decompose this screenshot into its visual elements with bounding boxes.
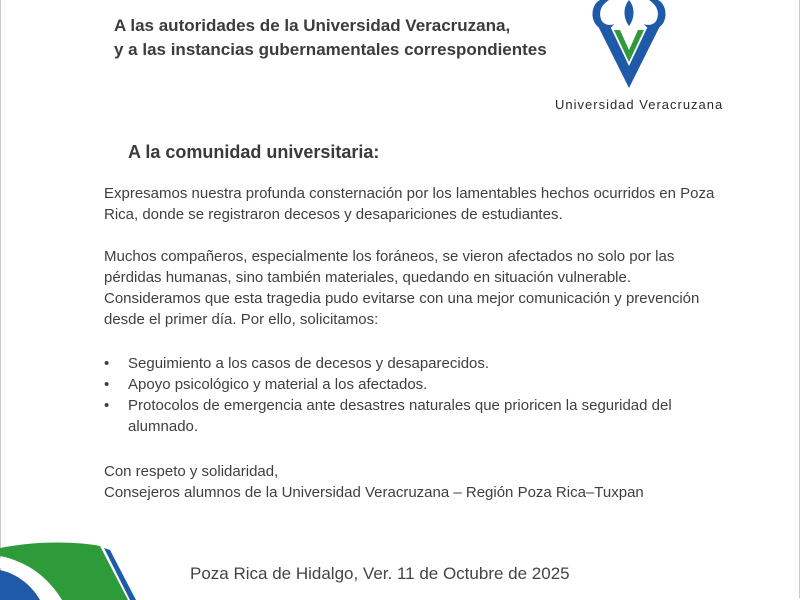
paragraph-condolence: Expresamos nuestra profunda consternación por los lamentables hechos ocurridos en Poza Rica, donde se registraron decesos y desapariciones de estudiantes.	[104, 185, 715, 223]
salutation: A la comunidad universitaria:	[128, 142, 380, 162]
recipients-heading	[114, 14, 547, 62]
recipients-line-2: y a las instancias gubernamentales correspondientes	[114, 40, 547, 59]
recipients-line-1: A las autoridades de la Universidad Veracruzana,	[114, 16, 511, 35]
requests-list	[104, 353, 724, 437]
logo-petal-center	[625, 0, 634, 26]
list-item	[104, 395, 724, 437]
closing-signature	[104, 461, 644, 503]
request-text: Protocolos de emergencia ante desastres naturales que prioricen la seguridad del alumnado.	[128, 397, 672, 435]
bullet: •	[104, 397, 110, 414]
list-item	[104, 374, 724, 395]
logo-scroll-right	[644, 0, 666, 29]
uv-logo-icon	[590, 0, 668, 88]
bullet: •	[104, 355, 110, 372]
paragraph-context: Muchos compañeros, especialmente los foráneos, se vieron afectados no solo por las pérdidas humanas, sino también materiales, quedando en situación vulnerable. Consideramos que esta tragedia pudo evitarse con una mejor comunicación y prevención desde el primer día. Por ello, solicitamos:	[104, 248, 700, 328]
request-text: Apoyo psicológico y material a los afectados.	[128, 376, 428, 393]
closing-line-2: Consejeros alumnos de la Universidad Veracruzana – Región Poza Rica–Tuxpan	[104, 484, 644, 501]
bullet: •	[104, 376, 110, 393]
list-item	[104, 353, 724, 374]
footer-date: Poza Rica de Hidalgo, Ver. 11 de Octubre de 2025	[190, 564, 570, 583]
logo-scroll-left	[592, 0, 614, 29]
request-text: Seguimiento a los casos de decesos y desaparecidos.	[128, 355, 490, 372]
logo-caption: Universidad Veracruzana	[555, 97, 724, 112]
uv-corner-swoosh-icon	[0, 540, 140, 600]
closing-line-1: Con respeto y solidaridad,	[104, 463, 279, 480]
